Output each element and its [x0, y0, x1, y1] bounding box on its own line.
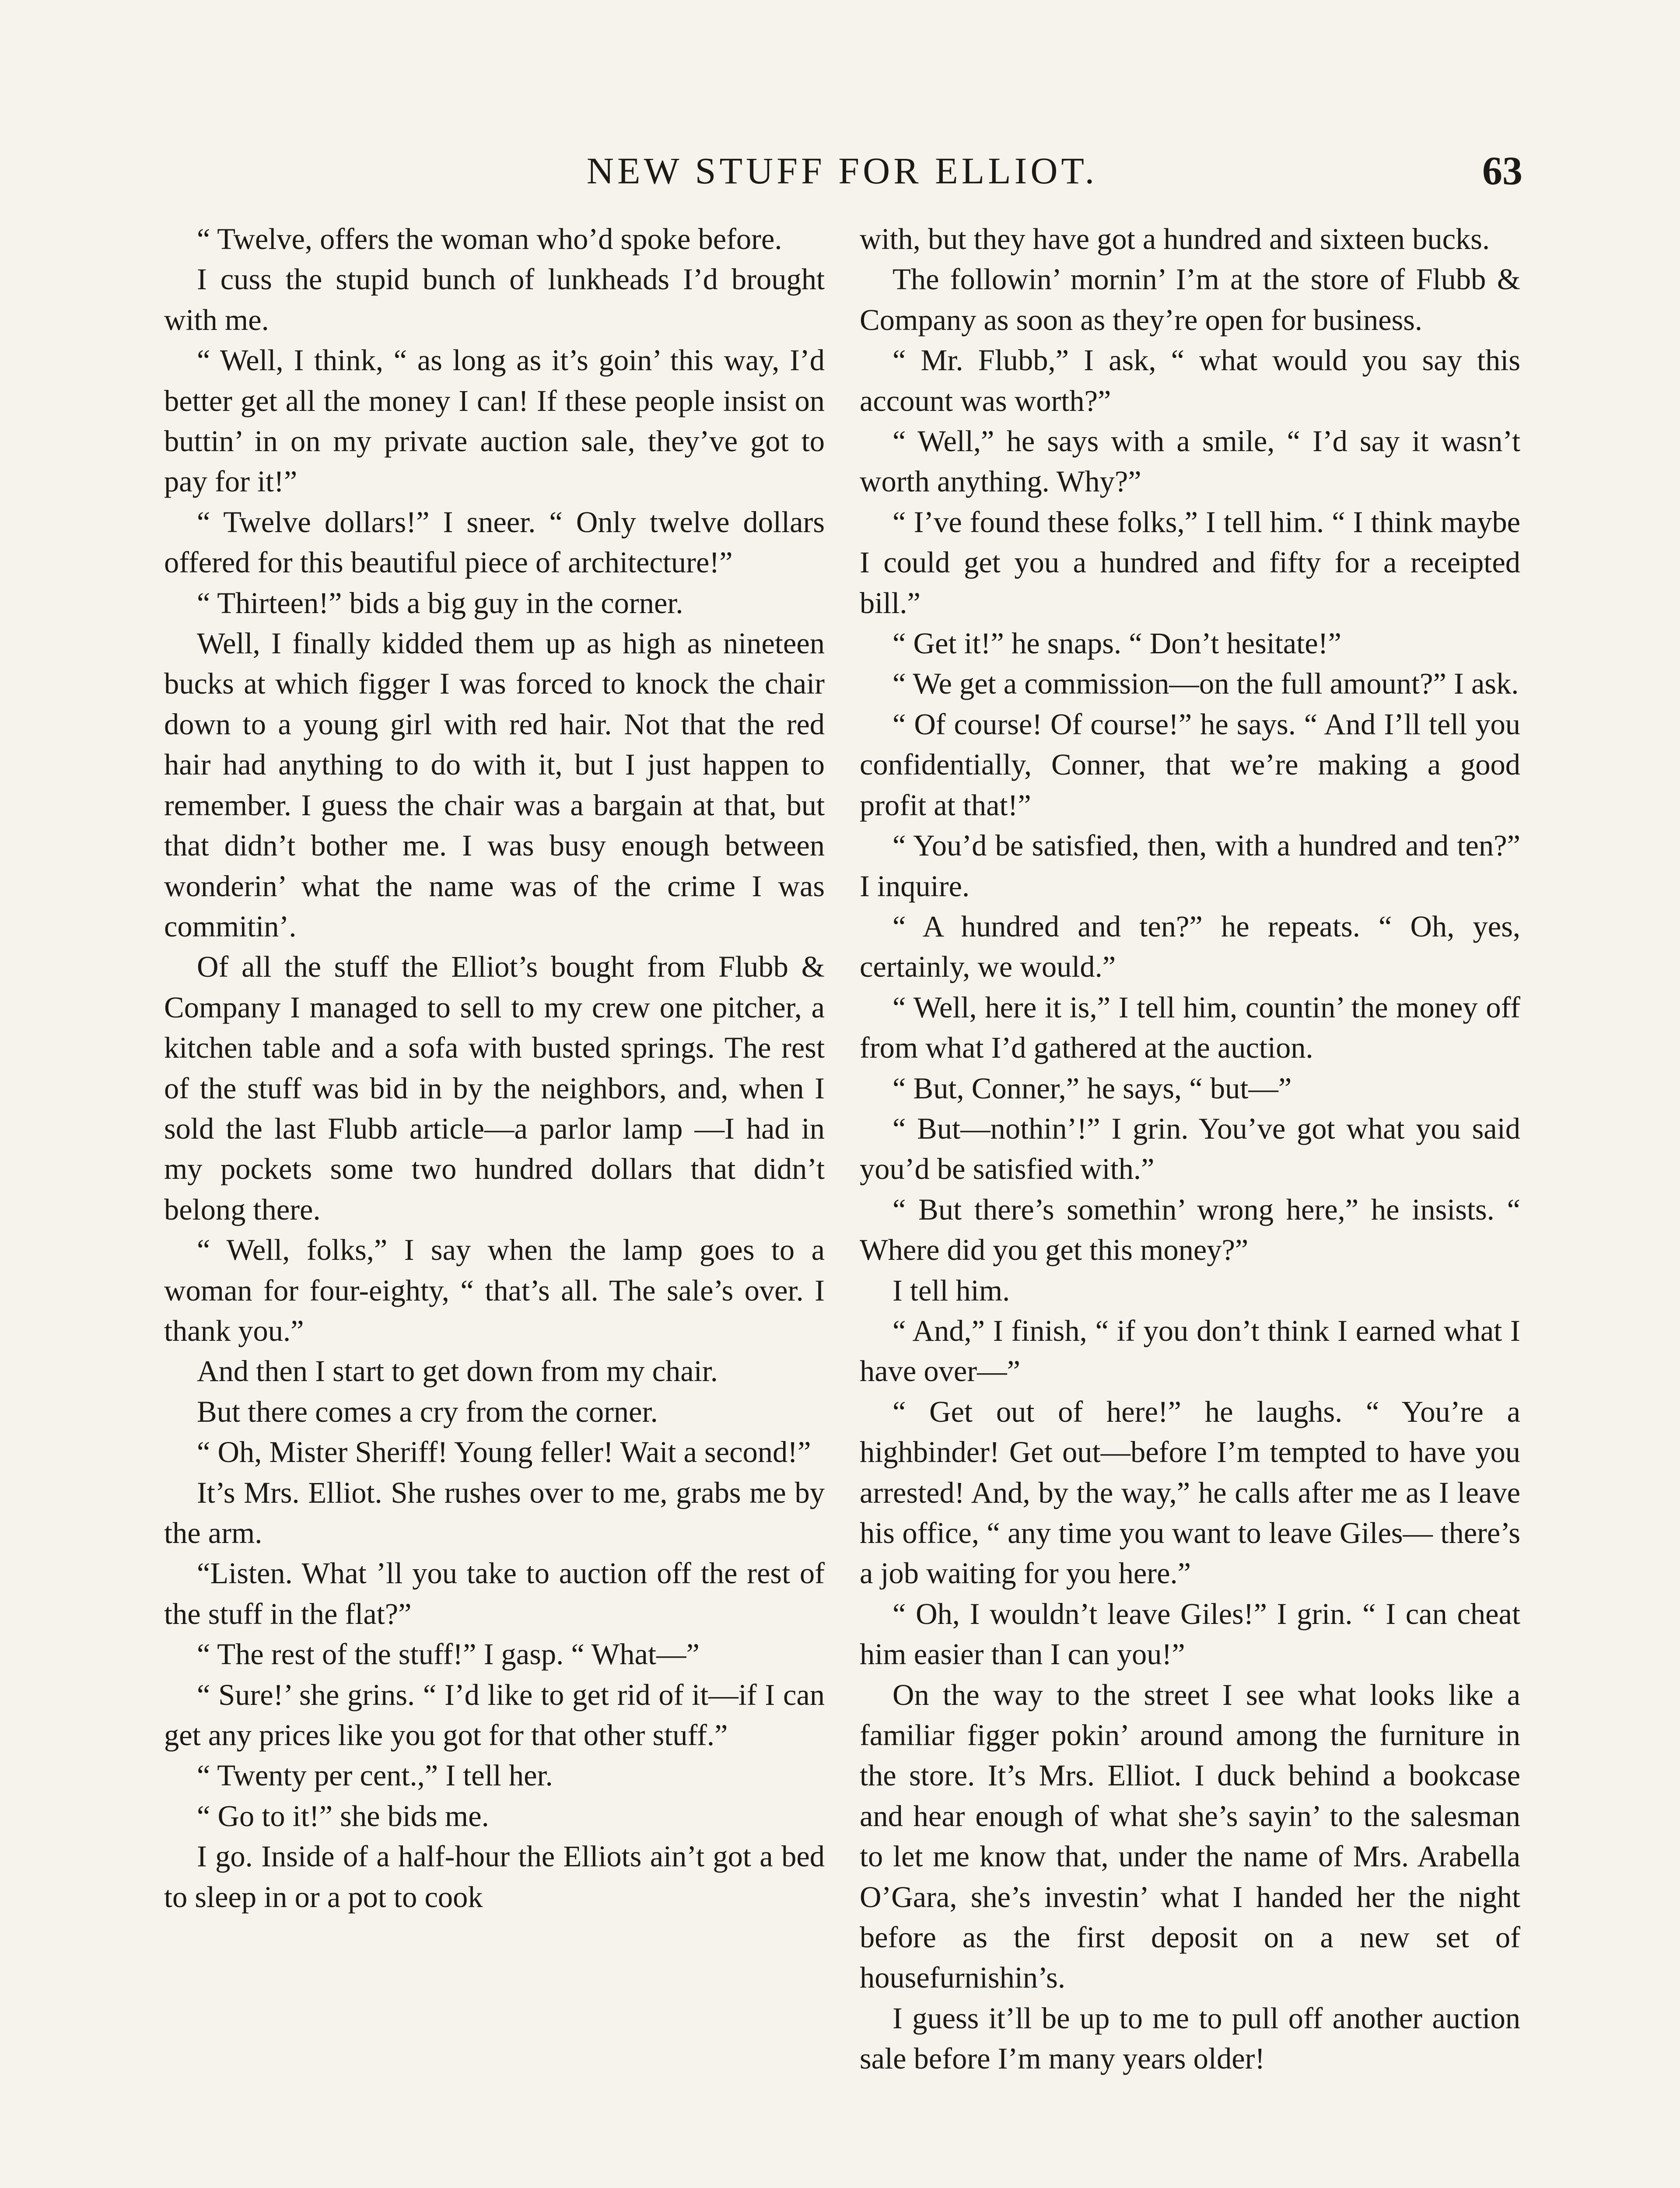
paragraph: “ Go to it!” she bids me. [197, 1799, 489, 1833]
running-title: NEW STUFF FOR ELLIOT. [586, 150, 1098, 192]
paragraph: “ The rest of the stuff!” I gasp. “ What—” [197, 1637, 700, 1671]
paragraph: “ Sure!’ she grins. “ I’d like to get rid of it—if I can get any prices like you got for that other stuff.” [164, 1678, 825, 1752]
paragraph: “ Mr. Flubb,” I ask, “ what would you say this account was worth?” [860, 344, 1520, 417]
page-header [162, 144, 1522, 197]
paragraph: I go. Inside of a half-hour the Elliots ain’t got a bed to sleep in or a pot to cook [164, 1840, 825, 1914]
paragraph: “ Get out of here!” he laughs. “ You’re a highbinder! Get out—before I’m tempted to have you arrested! And, by the way,” he calls after me as I leave his office, “ any time you want to leave Giles— there’s a job waiting for you here.” [860, 1395, 1520, 1590]
paragraph: “Listen. What ’ll you take to auction off the rest of the stuff in the flat?” [164, 1557, 825, 1630]
paragraph: “ We get a commission—on the full amount?” I ask. [892, 667, 1519, 701]
paragraph: “ But there’s somethin’ wrong here,” he insists. “ Where did you get this money?” [860, 1192, 1520, 1267]
paragraph: “ Get it!” he snaps. “ Don’t hesitate!” [892, 627, 1341, 660]
paragraph: “ Thirteen!” bids a big guy in the corner. [197, 586, 683, 620]
paragraph: The followin’ mornin’ I’m at the store of Flubb & Company as soon as they’re open for business. [860, 263, 1520, 337]
page-number: 63 [1482, 148, 1522, 193]
paragraph: “ Well, I think, “ as long as it’s goin’ this way, I’d better get all the money I can! If these people insist on buttin’ in on my private auction sale, they’ve got to pay for it!” [164, 344, 825, 498]
paragraph: “ Well, folks,” I say when the lamp goes to a woman for four-eighty, “ that’s all. The sale’s over. I thank you.” [164, 1233, 825, 1347]
paragraph: “ Of course! Of course!” he says. “ And I’ll tell you confidentially, Conner, that we’re making a good profit at that!” [860, 707, 1520, 822]
paragraph: And then I start to get down from my chair. [197, 1354, 718, 1388]
paragraph: Well, I finally kidded them up as high as nineteen bucks at which figger I was forced to knock the chair down to a young girl with red hair. Not that the red hair had anything to do with it, but I just happen to remember. I guess the chair was a bargain at that, but that didn’t bother me. I was busy enough between wonderin’ what the name was of the crime I was commitin’. [164, 627, 825, 943]
paragraph: I guess it’ll be up to me to pull off another auction sale before I’m many years older! [860, 2001, 1520, 2076]
paragraph: “ But—nothin’!” I grin. You’ve got what you said you’d be satisfied with.” [860, 1112, 1520, 1186]
paragraph: But there comes a cry from the corner. [197, 1395, 658, 1428]
paragraph: “ Oh, Mister Sheriff! Young feller! Wait a second!” [197, 1435, 811, 1469]
paragraph: Of all the stuff the Elliot’s bought from Flubb & Company I managed to sell to my crew one pitcher, a kitchen table and a sofa with busted springs. The rest of the stuff was bid in by the neighbors, and, when I sold the last Flubb article—a parlor lamp —I had in my pockets some two hundred dollars that didn’t belong there. [164, 950, 825, 1226]
paragraph: I cuss the stupid bunch of lunkheads I’d brought with me. [164, 263, 825, 337]
text-column-right [860, 219, 1520, 2079]
paragraph: “ Twelve dollars!” I sneer. “ Only twelve dollars offered for this beautiful piece of architecture!” [164, 505, 825, 579]
paragraph: “ Oh, I wouldn’t leave Giles!” I grin. “ I can cheat him easier than I can you!” [860, 1597, 1520, 1671]
paragraph: “ Well,” he says with a smile, “ I’d say it wasn’t worth anything. Why?” [860, 424, 1520, 498]
paragraph: “ Well, here it is,” I tell him, countin’ the money off from what I’d gathered at the auction. [860, 990, 1520, 1065]
paragraph: On the way to the street I see what looks like a familiar figger pokin’ around among the furniture in the store. It’s Mrs. Elliot. I duck behind a bookcase and hear enough of what she’s sayin’ to the salesman to let me know that, under the name of Mrs. Arabella O’Gara, she’s investin’ what I handed her the night before as the first deposit on a new set of housefurnishin’s. [860, 1678, 1520, 1995]
paragraph: “ I’ve found these folks,” I tell him. “ I think maybe I could get you a hundred and fifty for a receipted bill.” [860, 505, 1520, 620]
paragraph-continued: with, but they have got a hundred and sixteen bucks. [860, 222, 1490, 256]
paragraph: “ Twelve, offers the woman who’d spoke before. [197, 222, 782, 256]
paragraph: “ Twenty per cent.,” I tell her. [197, 1759, 553, 1792]
paragraph: “ But, Conner,” he says, “ but—” [892, 1071, 1292, 1105]
paragraph: “ And,” I finish, “ if you don’t think I earned what I have over—” [860, 1314, 1520, 1388]
paragraph: “ You’d be satisfied, then, with a hundred and ten?” I inquire. [860, 829, 1520, 903]
paragraph: It’s Mrs. Elliot. She rushes over to me, grabs me by the arm. [164, 1476, 825, 1550]
paragraph: “ A hundred and ten?” he repeats. “ Oh, yes, certainly, we would.” [860, 909, 1520, 984]
paragraph: I tell him. [892, 1273, 1010, 1307]
text-column-left [164, 219, 825, 1917]
